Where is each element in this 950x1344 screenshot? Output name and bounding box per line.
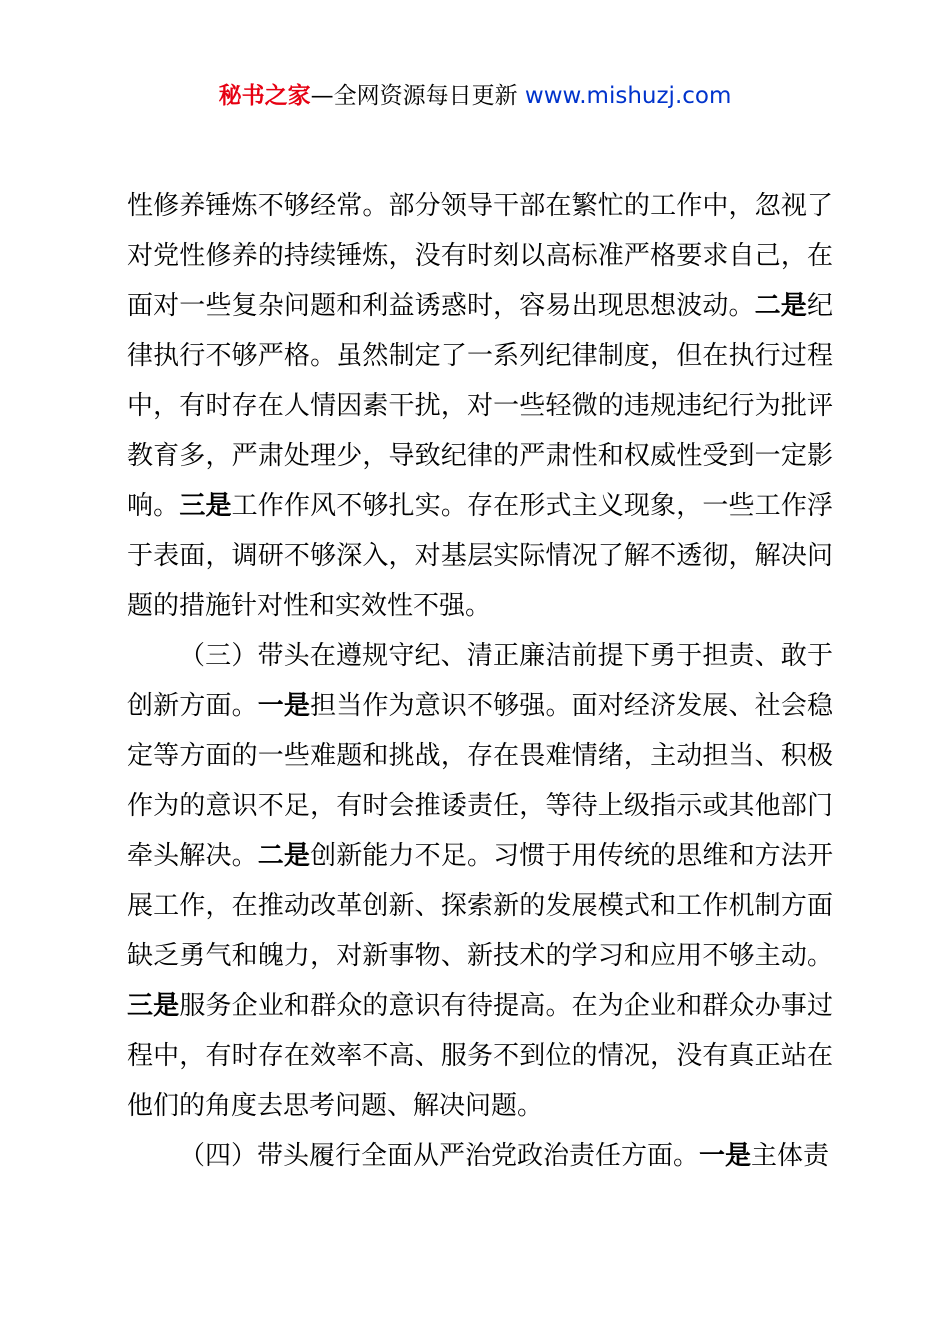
brand-name: 秘书之家 [218,83,311,109]
bold-text-run: 一是 [257,691,311,721]
text-run: 纪律执行不够严格。虽然制定了一系列纪律制度，但在执行过程中，有时存在人情因素干扰，对一些轻微的违规违纪行为批评教育多，严肃处理少，导致纪律的严肃性和权威性受到一定影响。 [127,291,833,521]
document-body [127,181,833,1181]
page-header [0,80,950,112]
bold-text-run: 二是 [257,841,311,871]
paragraph [127,631,833,1131]
paragraph [127,1131,833,1181]
bold-text-run: 二是 [754,291,807,321]
text-run: 服务企业和群众的意识有待提高。在为企业和群众办事过程中，有时存在效率不高、服务不到位的情况，没有真正站在他们的角度去思考问题、解决问题。 [127,991,833,1121]
bold-text-run: 三是 [179,491,232,521]
text-run: （四）带头履行全面从严治党政治责任方面。 [179,1141,700,1171]
header-tagline: —全网资源每日更新 [310,83,518,109]
text-run: 性修养锤炼不够经常。部分领导干部在繁忙的工作中，忽视了对党性修养的持续锤炼，没有时刻以高标准严格要求自己，在面对一些复杂问题和利益诱惑时，容易出现思想波动。 [127,191,833,321]
text-run: 工作作风不够扎实。存在形式主义现象，一些工作浮于表面，调研不够深入，对基层实际情况了解不透彻，解决问题的措施针对性和实效性不强。 [127,491,833,621]
bold-text-run: 三是 [127,991,180,1021]
text-run: 担当作为意识不够强。面对经济发展、社会稳定等方面的一些难题和挑战，存在畏难情绪，主动担当、积极作为的意识不足，有时会推诿责任，等待上级指示或其他部门牵头解决。 [127,691,833,871]
text-run: 主体责 [751,1141,830,1171]
text-run: （三）带头在遵规守纪、清正廉洁前提下勇于担责、敢于创新方面。 [127,641,833,721]
site-url-link[interactable]: www.mishuzj.com [524,83,732,109]
paragraph [127,181,833,631]
text-run: 创新能力不足。习惯于用传统的思维和方法开展工作，在推动改革创新、探索新的发展模式和工作机制方面缺乏勇气和魄力，对新事物、新技术的学习和应用不够主动。 [127,841,833,971]
bold-text-run: 一是 [699,1141,752,1171]
